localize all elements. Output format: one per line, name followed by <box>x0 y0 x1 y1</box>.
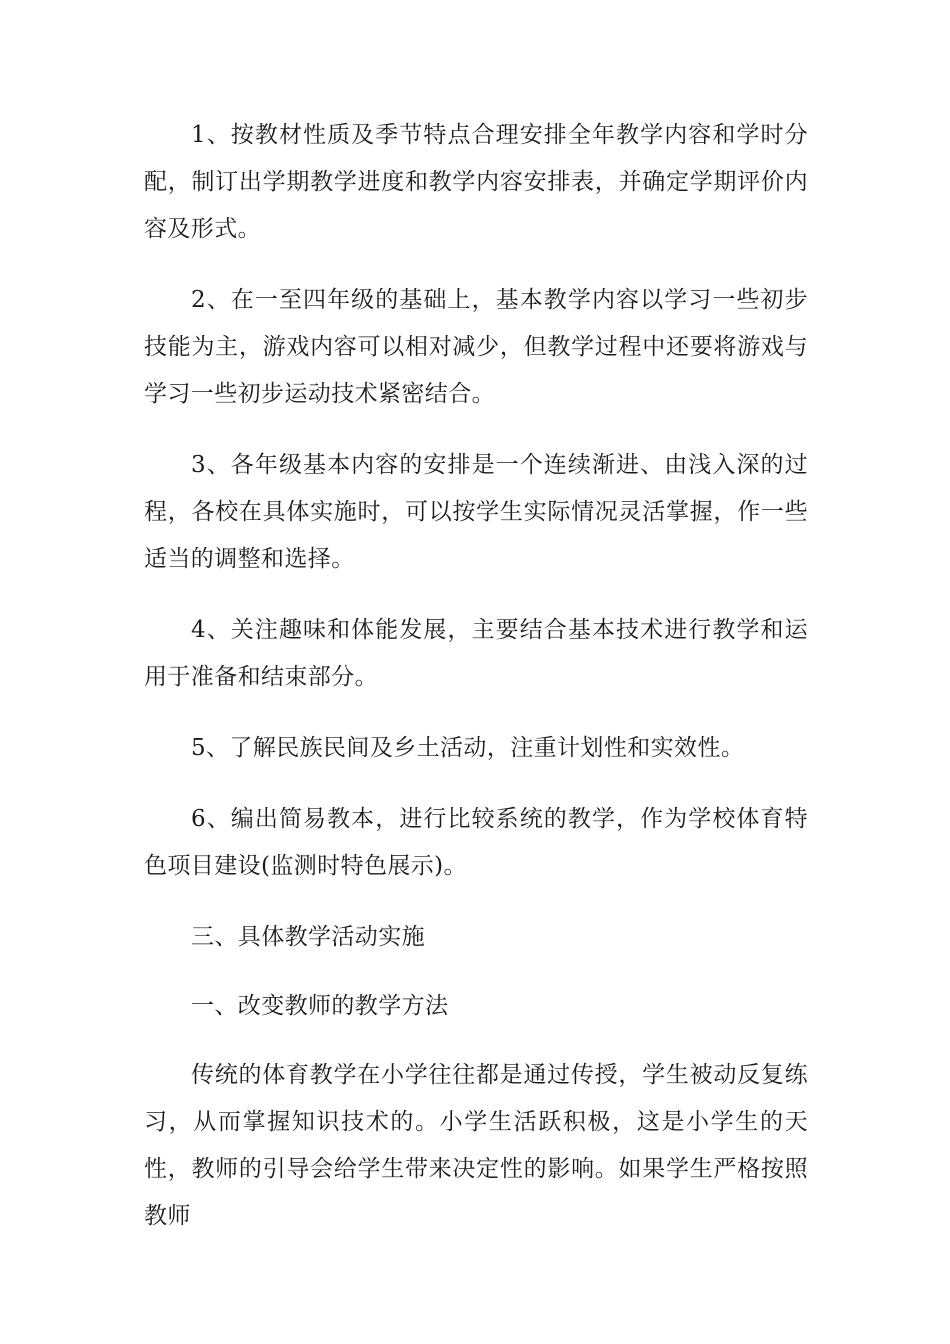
document-body <box>144 112 808 1264</box>
paragraph-item-3: 3、各年级基本内容的安排是一个连续渐进、由浅入深的过程，各校在具体实施时，可以按学生实际情况灵活掌握，作一些适当的调整和选择。 <box>144 452 808 572</box>
subsection-heading: 一、改变教师的教学方法 <box>191 993 449 1019</box>
paragraph-item-4: 4、关注趣味和体能发展，主要结合基本技术进行教学和运用于准备和结束部分。 <box>144 617 808 690</box>
paragraph-item-2: 2、在一至四年级的基础上，基本教学内容以学习一些初步技能为主，游戏内容可以相对减少，但教学过程中还要将游戏与学习一些初步运动技术紧密结合。 <box>144 287 808 407</box>
paragraph-item-1: 1、按教材性质及季节特点合理安排全年教学内容和学时分配，制订出学期教学进度和教学内容安排表，并确定学期评价内容及形式。 <box>144 122 808 242</box>
section-heading: 三、具体教学活动实施 <box>191 924 425 950</box>
closing-paragraph: 传统的体育教学在小学往往都是通过传授，学生被动反复练习，从而掌握知识技术的。小学生活跃积极，这是小学生的天性，教师的引导会给学生带来决定性的影响。如果学生严格按照教师 <box>144 1062 808 1229</box>
paragraph-item-5: 5、了解民族民间及乡土活动，注重计划性和实效性。 <box>191 735 745 761</box>
paragraph-item-6: 6、编出简易教本，进行比较系统的教学，作为学校体育特色项目建设(监测时特色展示)。 <box>144 806 808 879</box>
